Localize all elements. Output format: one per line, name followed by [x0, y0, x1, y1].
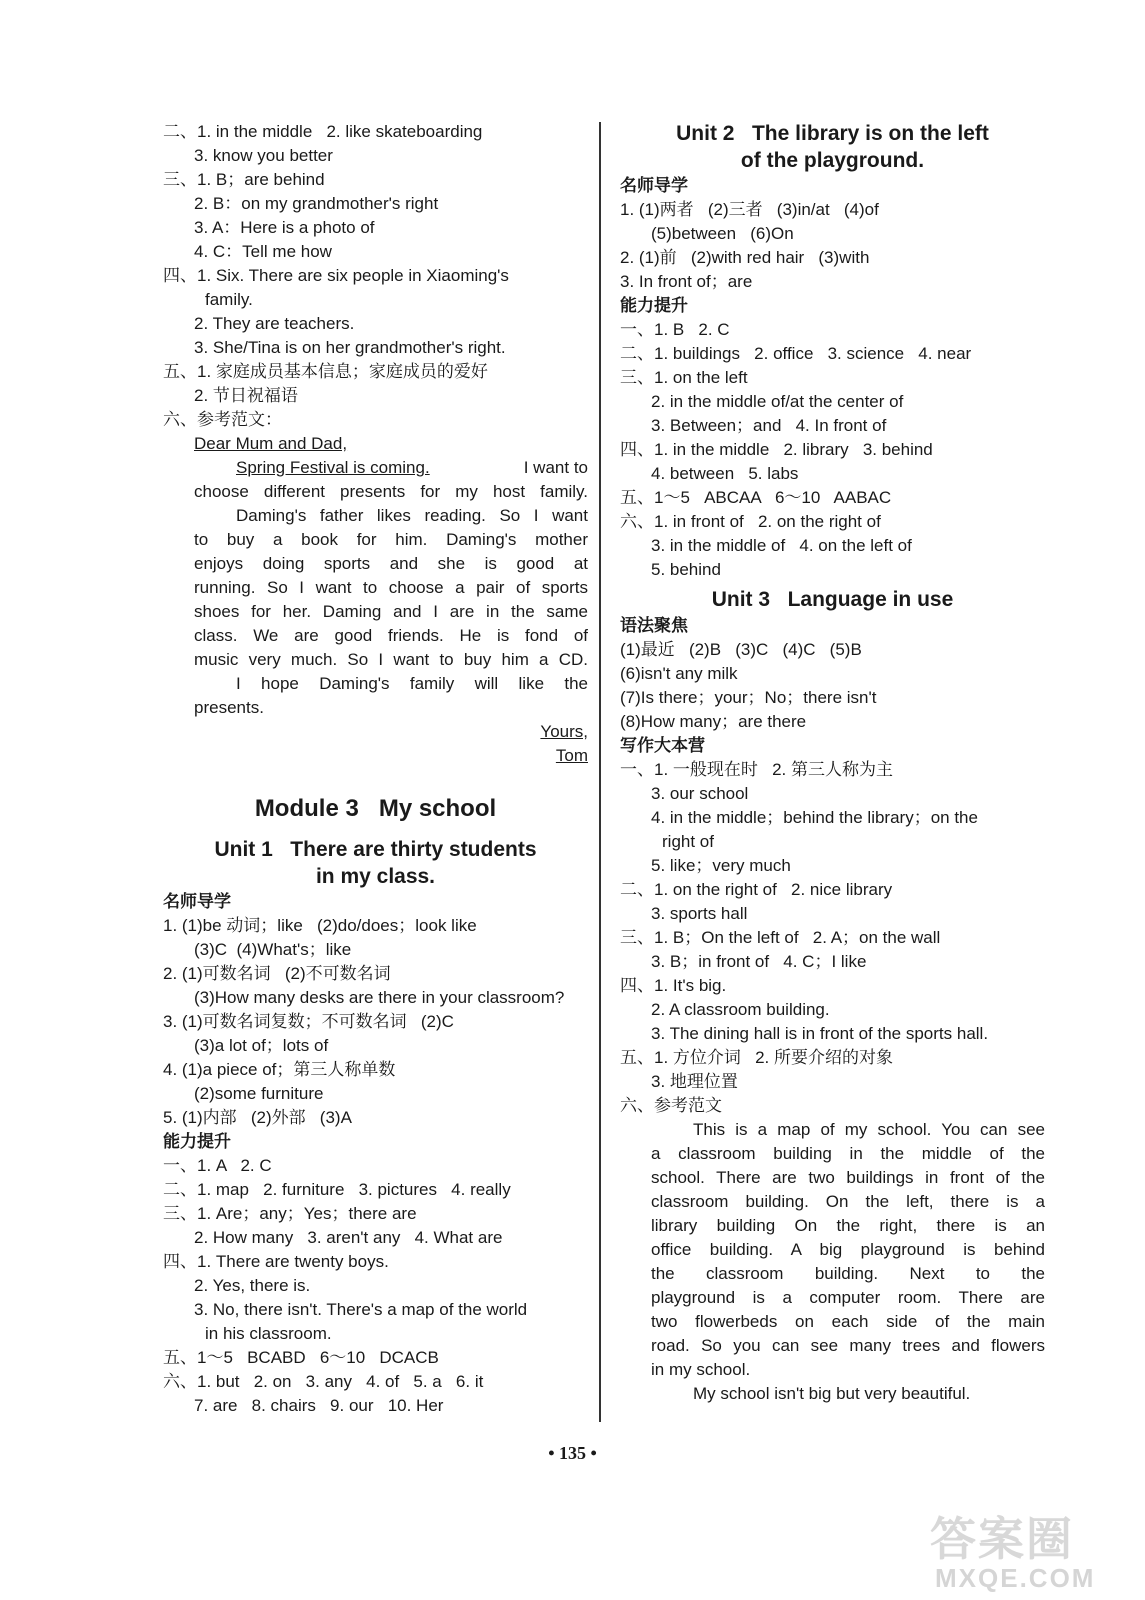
answer-line: 名师导学 — [620, 176, 688, 195]
answer-line: 写作大本营 — [620, 736, 705, 755]
prose-line: Daming's father likes reading. So I want — [236, 506, 588, 525]
answer-line: 3. sports hall — [651, 904, 748, 923]
answer-line: (3)How many desks are there in your classroom? — [194, 988, 565, 1007]
answer-line: 5. behind — [651, 560, 721, 579]
answer-line: 4. (1)a piece of；第三人称单数 — [163, 1060, 396, 1079]
prose-line: enjoys doing sports and she is good at — [194, 554, 588, 573]
answer-line: 3. our school — [651, 784, 749, 803]
letter-signature: Tom — [555, 746, 588, 765]
answer-line: 一、1. B 2. C — [620, 320, 730, 339]
answer-line: 1. (1)两者 (2)三者 (3)in/at (4)of — [620, 200, 879, 219]
watermark-site: MXQE.COM — [935, 1563, 1096, 1593]
watermark-logo: 答案圈 — [930, 1513, 1074, 1565]
letter-signoff: Yours, — [540, 722, 588, 741]
module-title: Module 3 My school — [254, 795, 497, 822]
answer-line: 二、1. in the middle 2. like skateboarding — [163, 122, 483, 141]
answer-line: (1)最近 (2)B (3)C (4)C (5)B — [620, 640, 862, 659]
prose-line: to buy a book for him. Daming's mother — [194, 530, 588, 549]
answer-line: 四、1. Six. There are six people in Xiaoming's — [163, 266, 509, 285]
answer-line: 3. 地理位置 — [651, 1072, 738, 1091]
answer-line: (2)some furniture — [194, 1084, 324, 1103]
answer-line: 六、参考范文： — [163, 410, 282, 429]
unit2-title-line1: Unit 2 The library is on the left — [676, 122, 989, 145]
letter-greeting: Dear Mum and Dad, — [194, 434, 348, 453]
prose-line: class. We are good friends. He is fond of — [194, 626, 588, 645]
answer-line: 语法聚焦 — [620, 616, 688, 635]
answer-line: 三、1. B；On the left of 2. A；on the wall — [620, 928, 941, 947]
answer-line: 一、1. 一般现在时 2. 第三人称为主 — [620, 760, 893, 779]
answer-line: 二、1. map 2. furniture 3. pictures 4. really — [163, 1180, 511, 1199]
prose-line: My school isn't big but very beautiful. — [693, 1384, 971, 1403]
prose-line: presents. — [194, 698, 264, 717]
answer-line: 五、1. 方位介词 2. 所要介绍的对象 — [620, 1048, 893, 1067]
unit1-title-line1: Unit 1 There are thirty students — [214, 838, 537, 861]
answer-line: 二、1. on the right of 2. nice library — [620, 880, 893, 899]
answer-line: 3. (1)可数名词复数；不可数名词 (2)C — [163, 1012, 454, 1031]
answer-line: 3. B；in front of 4. C；I like — [651, 952, 867, 971]
letter-first-line: Spring Festival is coming. I want to — [163, 456, 588, 480]
answer-line: 3. in the middle of 4. on the left of — [651, 536, 912, 555]
prose-line: road. So you can see many trees and flowers — [651, 1336, 1045, 1355]
answer-line: 2. B：on my grandmother's right — [194, 194, 439, 213]
answer-line: 三、1. Are；any；Yes；there are — [163, 1204, 417, 1223]
left-answers-unit1 — [163, 890, 588, 1418]
answer-line: 三、1. on the left — [620, 368, 748, 387]
prose-line: This is a map of my school. You can see — [693, 1120, 1045, 1139]
prose-line: classroom building. On the left, there is a — [651, 1192, 1045, 1211]
answer-line: 5. (1)内部 (2)外部 (3)A — [163, 1108, 352, 1127]
answer-line: 3. In front of；are — [620, 272, 753, 291]
answer-line: 三、1. B；are behind — [163, 170, 325, 189]
letter-line-tail: I want to — [523, 458, 588, 477]
left-answers-module2 — [163, 120, 588, 432]
right-answers-unit3 — [620, 614, 1045, 1118]
answer-line: (8)How many；are there — [620, 712, 807, 731]
answer-line: 4. between 5. labs — [651, 464, 799, 483]
prose-line: library building On the right, there is an — [651, 1216, 1045, 1235]
prose-line: running. So I want to choose a pair of sports — [194, 578, 588, 597]
prose-line: office building. A big playground is behind — [651, 1240, 1045, 1259]
answer-line: 2. How many 3. aren't any 4. What are — [194, 1228, 503, 1247]
left-column — [163, 120, 588, 1418]
answer-line: 六、1. in front of 2. on the right of — [620, 512, 881, 531]
prose-line: in my school. — [651, 1360, 751, 1379]
right-column — [620, 120, 1045, 1406]
answer-line: 2. (1)前 (2)with red hair (3)with — [620, 248, 870, 267]
answer-line: 3. The dining hall is in front of the sports hall. — [651, 1024, 989, 1043]
prose-line: I hope Daming's family will like the — [236, 674, 588, 693]
prose-line: playground is a computer room. There are — [651, 1288, 1045, 1307]
answer-line: 3. know you better — [194, 146, 333, 165]
letter-body — [163, 480, 588, 720]
model-essay — [620, 1118, 1045, 1406]
answer-line: (3)C (4)What's；like — [194, 940, 352, 959]
answer-line: 3. A：Here is a photo of — [194, 218, 375, 237]
right-answers-unit2 — [620, 174, 1045, 582]
answer-line: 四、1. in the middle 2. library 3. behind — [620, 440, 933, 459]
answer-line: 五、1～5 ABCAA 6～10 AABAC — [620, 488, 892, 507]
answer-line: 五、1. 家庭成员基本信息；家庭成员的爱好 — [163, 362, 488, 381]
column-divider — [599, 122, 601, 1422]
answer-line: 四、1. It's big. — [620, 976, 727, 995]
answer-line: 六、1. but 2. on 3. any 4. of 5. a 6. it — [163, 1372, 484, 1391]
answer-line: (6)isn't any milk — [620, 664, 738, 683]
answer-line: 一、1. A 2. C — [163, 1156, 272, 1175]
answer-line: 六、参考范文 — [620, 1096, 722, 1115]
answer-line: 5. like；very much — [651, 856, 791, 875]
answer-line: 4. in the middle；behind the library；on the — [651, 808, 978, 827]
answer-line: 3. She/Tina is on her grandmother's right. — [194, 338, 506, 357]
answer-line: 1. (1)be 动词；like (2)do/does；look like — [163, 916, 477, 935]
answer-line: (3)a lot of；lots of — [194, 1036, 329, 1055]
answer-line: (7)Is there；your；No；there isn't — [620, 688, 877, 707]
answer-line: 2. in the middle of/at the center of — [651, 392, 904, 411]
answer-line: 2. Yes, there is. — [194, 1276, 311, 1295]
answer-line: 2. 节日祝福语 — [194, 386, 298, 405]
prose-line: choose different presents for my host family. — [194, 482, 588, 501]
answer-line: 3. Between；and 4. In front of — [651, 416, 887, 435]
answer-line: 能力提升 — [163, 1132, 231, 1151]
answer-line: 4. C：Tell me how — [194, 242, 332, 261]
answer-line: 2. They are teachers. — [194, 314, 355, 333]
answer-line: 二、1. buildings 2. office 3. science 4. near — [620, 344, 972, 363]
answer-line: 五、1～5 BCABD 6～10 DCACB — [163, 1348, 439, 1367]
prose-line: a classroom building in the middle of the — [651, 1144, 1045, 1163]
unit2-title-line2: of the playground. — [740, 149, 925, 172]
answer-line: 名师导学 — [163, 892, 231, 911]
prose-line: two flowerbeds on each side of the main — [651, 1312, 1045, 1331]
answer-line: 2. A classroom building. — [651, 1000, 830, 1019]
answer-line: 四、1. There are twenty boys. — [163, 1252, 389, 1271]
prose-line: shoes for her. Daming and I are in the same — [194, 602, 588, 621]
prose-line: music very much. So I want to buy him a CD. — [194, 650, 588, 669]
answer-line: 3. No, there isn't. There's a map of the world — [194, 1300, 528, 1319]
prose-line: the classroom building. Next to the — [651, 1264, 1045, 1283]
answer-line: 7. are 8. chairs 9. our 10. Her — [194, 1396, 444, 1415]
answer-line: right of — [662, 832, 714, 851]
answer-line: 2. (1)可数名词 (2)不可数名词 — [163, 964, 391, 983]
unit3-title: Unit 3 Language in use — [711, 588, 954, 611]
answer-line: 能力提升 — [620, 296, 688, 315]
answer-line: in his classroom. — [205, 1324, 332, 1343]
page-number: • 135 • — [548, 1443, 597, 1463]
prose-line: school. There are two buildings in front of the — [651, 1168, 1045, 1187]
answer-line: (5)between (6)On — [651, 224, 794, 243]
unit1-title-line2: in my class. — [315, 865, 436, 888]
answer-line: family. — [205, 290, 253, 309]
